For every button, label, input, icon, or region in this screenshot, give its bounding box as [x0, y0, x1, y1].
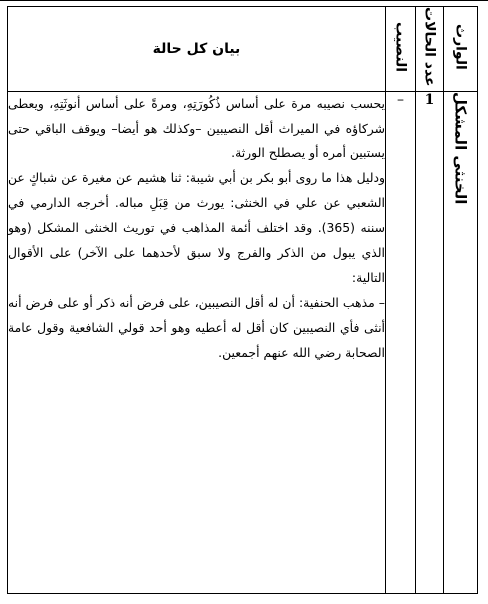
inheritance-table	[7, 6, 478, 594]
header-row	[8, 7, 478, 92]
count-header-label: عدد الحالات	[421, 7, 438, 87]
share-column-header	[386, 7, 416, 92]
share-header-label: النصيب	[392, 21, 409, 72]
top-rule	[0, 0, 488, 1]
heir-cell	[444, 91, 478, 593]
explanation-column-header: بيان كل حالة	[8, 7, 386, 92]
share-cell: –	[386, 91, 416, 593]
explanation-paragraph-1: يحسب نصيبه مرة على أساس ذُكُورَتِهِ، ومرةً على أساس أنوثَتِهِ، ويعطى شركاؤه في الميراث أقل النصيبين –وكذلك هو أيضا– ويوقف الباقي حتى يستبين أمره أو يصطلح الورثة.	[8, 95, 385, 161]
explanation-paragraph-3: – مذهب الحنفية: أن له أقل النصيبين، على فرض أنه ذكر أو على فرض أنه أنثى فأي النصيبين كان أقل له أعطيه وهو أحد قولي الشافعية وقول عامة الصحابة رضي الله عنهم أجمعين.	[8, 294, 385, 360]
heir-name: الخنثى المشكل	[451, 91, 470, 205]
case-count-cell: 1	[416, 91, 444, 593]
table-row	[8, 91, 478, 593]
heir-header-label: الوارث	[452, 23, 469, 70]
explanation-cell	[8, 91, 386, 593]
explanation-paragraph-2: ودليل هذا ما روى أبو بكر بن أبي شيبة: ثنا هشيم عن مغيرة عن شباكٍ عن الشعبي عن علي في الخنثى: يورث من قِبَلِ مباله. أخرجه الدارمي في سننه (365). وقد اختلف أئمة المذاهب في توريث الخنثى المشكل (وهو الذي يبول من الذكر والفرج ولا سبق لأحدهما على الآخر) على الأقوال التالية:	[8, 170, 385, 285]
heir-column-header	[444, 7, 478, 92]
count-column-header	[416, 7, 444, 92]
